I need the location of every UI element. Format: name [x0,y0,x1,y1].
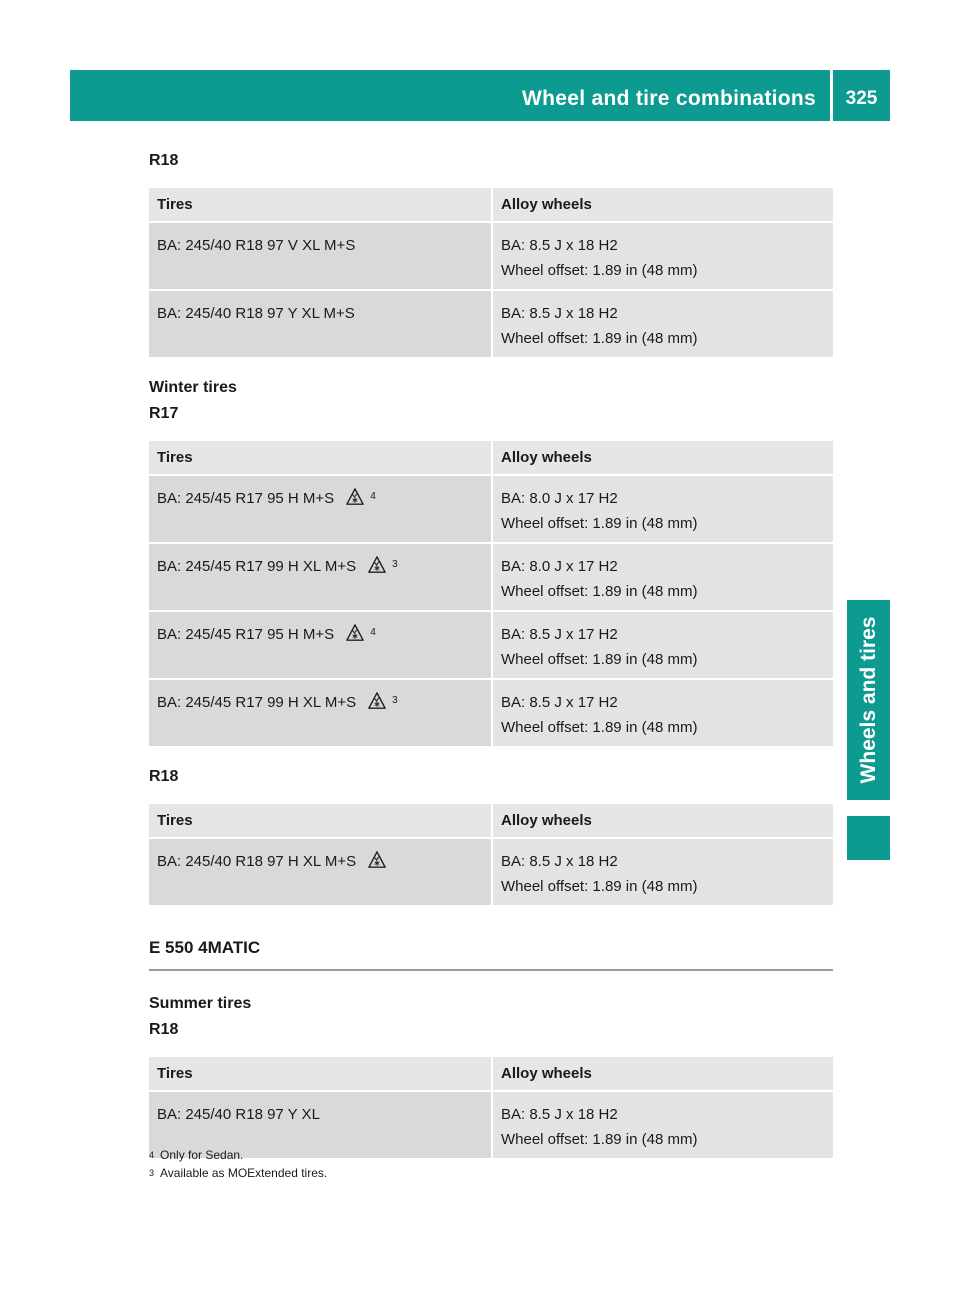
table-header-row [149,188,833,223]
page-header [70,70,890,121]
snowflake-mountain-icon [368,556,386,574]
wheel-cell [491,291,833,359]
wheel-cell [491,680,833,748]
column-header-alloy-wheels: Alloy wheels [491,804,833,839]
snowflake-mountain-icon [346,488,364,506]
section-heading: Summer tires [149,995,252,1012]
footnote-ref: 4 [370,627,376,638]
wheel-cell [491,1092,833,1160]
section-heading: Winter tires [149,379,237,396]
section-label: R18 [149,1021,179,1038]
wheel-offset: Wheel offset: 1.89 in (48 mm) [501,878,698,895]
table-row [149,680,833,748]
wheel-cell [491,544,833,612]
wheel-spec: BA: 8.5 J x 18 H2 [501,237,618,254]
table-row [149,291,833,359]
wheel-offset: Wheel offset: 1.89 in (48 mm) [501,651,698,668]
tire-spec: BA: 245/40 R18 97 Y XL [157,1106,320,1123]
column-header-tires: Tires [149,1057,491,1092]
wheel-offset: Wheel offset: 1.89 in (48 mm) [501,515,698,532]
wheel-offset: Wheel offset: 1.89 in (48 mm) [501,330,698,347]
section-label: R18 [149,152,179,169]
spec-table [149,804,833,907]
wheel-cell [491,223,833,291]
snowflake-mountain-icon [368,851,386,869]
snowflake-mountain-icon [368,692,386,710]
footnote-number: 4 [149,1150,155,1160]
section-label: R18 [149,768,179,785]
footnotes [149,1146,327,1182]
wheel-offset: Wheel offset: 1.89 in (48 mm) [501,583,698,600]
footnote [149,1164,327,1182]
side-tab-label: Wheels and tires [857,616,880,784]
wheel-spec: BA: 8.5 J x 17 H2 [501,694,618,711]
footnote-text: Only for Sedan. [160,1148,244,1162]
footnote-text: Available as MOExtended tires. [160,1166,328,1180]
spec-table [149,188,833,359]
side-marker [847,816,890,860]
wheel-offset: Wheel offset: 1.89 in (48 mm) [501,719,698,736]
wheel-cell [491,476,833,544]
tire-cell [149,544,491,612]
table-row [149,839,833,907]
tire-spec: BA: 245/45 R17 95 H M+S [157,490,335,507]
tire-spec: BA: 245/40 R18 97 V XL M+S [157,237,356,254]
wheel-spec: BA: 8.0 J x 17 H2 [501,490,618,507]
tire-cell [149,223,491,291]
section-label: R17 [149,405,179,422]
column-header-tires: Tires [149,188,491,223]
wheel-cell [491,612,833,680]
spec-table [149,1057,833,1160]
tire-cell [149,612,491,680]
tire-spec: BA: 245/40 R18 97 Y XL M+S [157,305,355,322]
wheel-spec: BA: 8.5 J x 17 H2 [501,626,618,643]
footnote-number: 3 [149,1168,155,1178]
table-row [149,223,833,291]
wheel-cell [491,839,833,907]
snowflake-mountain-icon [346,624,364,642]
tire-spec: BA: 245/40 R18 97 H XL M+S [157,853,357,870]
column-header-alloy-wheels: Alloy wheels [491,1057,833,1092]
tire-spec: BA: 245/45 R17 95 H M+S [157,626,335,643]
table-header-row [149,1057,833,1092]
wheel-spec: BA: 8.5 J x 18 H2 [501,1106,618,1123]
tire-cell [149,291,491,359]
column-header-alloy-wheels: Alloy wheels [491,441,833,476]
footnote-ref: 4 [370,491,376,502]
wheel-offset: Wheel offset: 1.89 in (48 mm) [501,262,698,279]
page-number: 325 [845,88,878,109]
wheel-offset: Wheel offset: 1.89 in (48 mm) [501,1131,698,1148]
tire-cell [149,680,491,748]
header-title: Wheel and tire combinations [522,87,816,110]
tire-spec: BA: 245/45 R17 99 H XL M+S [157,558,357,575]
spec-table [149,441,833,748]
footnote-ref: 3 [392,695,398,706]
wheel-spec: BA: 8.5 J x 18 H2 [501,853,618,870]
wheel-spec: BA: 8.5 J x 18 H2 [501,305,618,322]
main-content [149,148,833,1176]
table-header-row [149,441,833,476]
column-header-tires: Tires [149,441,491,476]
table-row [149,476,833,544]
model-heading: E 550 4MATIC [149,923,833,971]
footnote [149,1146,327,1164]
tire-spec: BA: 245/45 R17 99 H XL M+S [157,694,357,711]
footnote-ref: 3 [392,559,398,570]
tire-cell [149,839,491,907]
wheel-spec: BA: 8.0 J x 17 H2 [501,558,618,575]
table-row [149,544,833,612]
tire-cell [149,476,491,544]
column-header-alloy-wheels: Alloy wheels [491,188,833,223]
column-header-tires: Tires [149,804,491,839]
table-row [149,612,833,680]
table-header-row [149,804,833,839]
